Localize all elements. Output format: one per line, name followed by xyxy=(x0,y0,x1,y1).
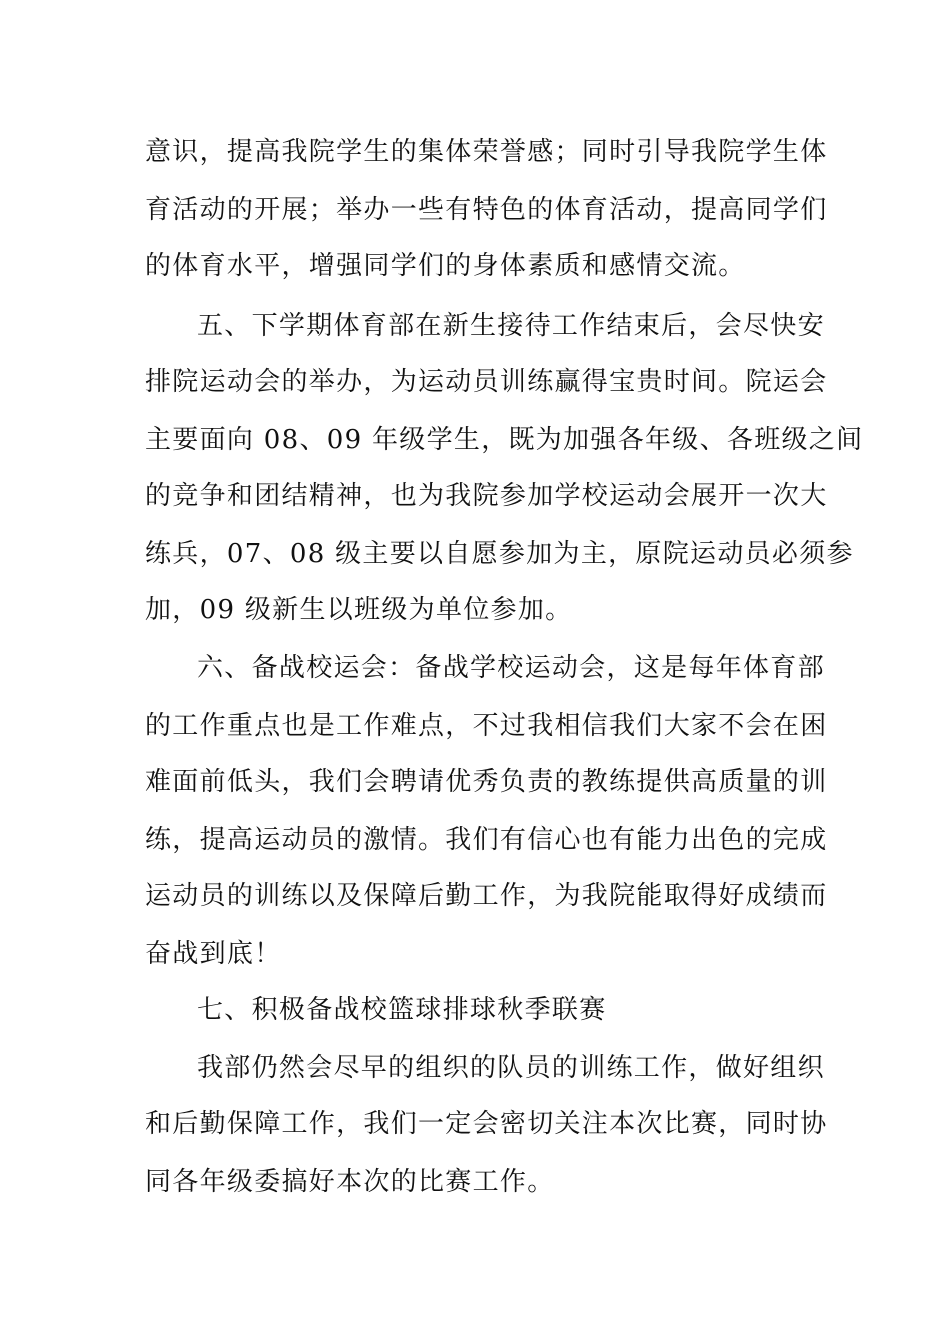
paragraph-5-start: 五、下学期体育部在新生接待工作结束后，会尽快安 xyxy=(197,311,825,341)
text-line: 奋战到底！ xyxy=(145,939,282,969)
text-line: 的体育水平，增强同学们的身体素质和感情交流。 xyxy=(145,251,746,281)
text-line: 练兵，07、08 级主要以自愿参加为主，原院运动员必须参 xyxy=(145,539,854,569)
paragraph-7-start: 我部仍然会尽早的组织的队员的训练工作，做好组织 xyxy=(197,1053,825,1083)
section-7-heading: 七、积极备战校篮球排球秋季联赛 xyxy=(197,995,607,1025)
text-line: 练，提高运动员的激情。我们有信心也有能力出色的完成 xyxy=(145,825,828,855)
text-line: 排院运动会的举办，为运动员训练赢得宝贵时间。院运会 xyxy=(145,367,828,397)
text-line: 的竞争和团结精神，也为我院参加学校运动会展开一次大 xyxy=(145,481,828,511)
text-line: 育活动的开展；举办一些有特色的体育活动，提高同学们 xyxy=(145,195,828,225)
text-line: 和后勤保障工作，我们一定会密切关注本次比赛，同时协 xyxy=(145,1109,828,1139)
text-line: 加，09 级新生以班级为单位参加。 xyxy=(145,595,573,625)
text-line: 意识，提高我院学生的集体荣誉感；同时引导我院学生体 xyxy=(145,137,828,167)
text-line: 主要面向 08、09 年级学生，既为加强各年级、各班级之间 xyxy=(145,425,864,455)
text-line: 同各年级委搞好本次的比赛工作。 xyxy=(145,1167,555,1197)
paragraph-6-start: 六、备战校运会：备战学校运动会，这是每年体育部 xyxy=(197,653,825,683)
text-line: 运动员的训练以及保障后勤工作，为我院能取得好成绩而 xyxy=(145,881,828,911)
text-line: 的工作重点也是工作难点，不过我相信我们大家不会在困 xyxy=(145,711,828,741)
text-line: 难面前低头，我们会聘请优秀负责的教练提供高质量的训 xyxy=(145,767,828,797)
